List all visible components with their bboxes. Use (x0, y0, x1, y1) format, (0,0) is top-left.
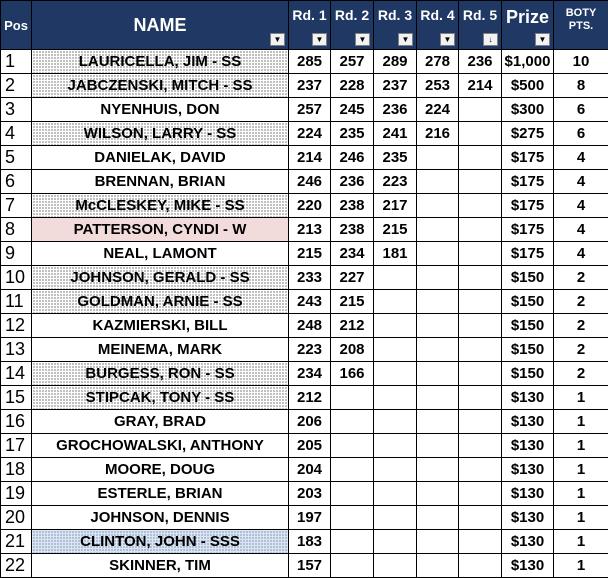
rd3-cell[interactable] (374, 458, 417, 482)
standings-body (1, 50, 608, 578)
rd4-cell[interactable] (417, 482, 459, 506)
bowler-name-cell[interactable]: BRENNAN, BRIAN (32, 170, 289, 194)
rd2-cell[interactable] (331, 482, 374, 506)
rd5-cell[interactable] (459, 218, 502, 242)
boty-cell[interactable]: 1 (554, 554, 608, 578)
rd3-cell[interactable] (374, 338, 417, 362)
boty-cell[interactable]: 1 (554, 482, 608, 506)
name-header-label: NAME (134, 15, 187, 35)
rd4-cell[interactable] (417, 146, 459, 170)
sort-filter-active-icon[interactable]: ↓ (483, 33, 498, 46)
rd1-cell[interactable]: 215 (289, 242, 331, 266)
rd1-cell[interactable]: 157 (289, 554, 331, 578)
rd3-cell[interactable] (374, 266, 417, 290)
rd3-cell[interactable]: 236 (374, 98, 417, 122)
filter-dropdown-icon[interactable]: ▼ (535, 33, 550, 46)
table-row (1, 434, 608, 458)
rd2-cell[interactable] (331, 458, 374, 482)
bowler-name-cell[interactable]: DANIELAK, DAVID (32, 146, 289, 170)
rd2-cell[interactable]: 215 (331, 290, 374, 314)
rd1-cell[interactable]: 237 (289, 74, 331, 98)
pos-cell[interactable]: 5 (1, 146, 32, 170)
rd4-cell[interactable] (417, 410, 459, 434)
rd3-cell[interactable] (374, 290, 417, 314)
rd1-cell[interactable]: 204 (289, 458, 331, 482)
rd5-cell[interactable] (459, 194, 502, 218)
rd3-cell[interactable] (374, 386, 417, 410)
rd4-cell[interactable] (417, 314, 459, 338)
rd4-header-label: Rd. 4 (420, 7, 454, 23)
rd1-cell[interactable]: 206 (289, 410, 331, 434)
boty-cell[interactable]: 1 (554, 410, 608, 434)
rd1-cell[interactable]: 183 (289, 530, 331, 554)
rd2-cell[interactable]: 246 (331, 146, 374, 170)
rd2-cell[interactable] (331, 530, 374, 554)
bowler-name-cell[interactable]: SKINNER, TIM (32, 554, 289, 578)
prize-cell[interactable]: $175 (502, 218, 554, 242)
pos-cell[interactable]: 16 (1, 410, 32, 434)
rd5-header[interactable] (459, 1, 502, 50)
table-row (1, 194, 608, 218)
rd2-cell[interactable]: 236 (331, 170, 374, 194)
rd3-header-label: Rd. 3 (378, 7, 412, 23)
boty-cell[interactable]: 4 (554, 194, 608, 218)
rd2-cell[interactable]: 235 (331, 122, 374, 146)
rd4-cell[interactable]: 224 (417, 98, 459, 122)
boty-cell[interactable]: 1 (554, 506, 608, 530)
rd2-cell[interactable] (331, 506, 374, 530)
rd3-header[interactable] (374, 1, 417, 50)
table-row (1, 266, 608, 290)
bowler-name-cell[interactable]: McCLESKEY, MIKE - SS (32, 194, 289, 218)
bowler-name-cell[interactable]: LAURICELLA, JIM - SS (32, 50, 289, 74)
boty-header-line2: PTS. (569, 20, 593, 32)
rd4-cell[interactable] (417, 242, 459, 266)
rd4-cell[interactable] (417, 194, 459, 218)
boty-cell[interactable]: 2 (554, 266, 608, 290)
bowler-name-cell[interactable]: KAZMIERSKI, BILL (32, 314, 289, 338)
prize-cell[interactable]: $130 (502, 482, 554, 506)
rd2-cell[interactable] (331, 434, 374, 458)
rd4-cell[interactable]: 253 (417, 74, 459, 98)
boty-cell[interactable]: 6 (554, 98, 608, 122)
rd1-cell[interactable]: 224 (289, 122, 331, 146)
rd4-cell[interactable] (417, 218, 459, 242)
boty-cell[interactable]: 8 (554, 74, 608, 98)
rd5-cell[interactable] (459, 386, 502, 410)
rd4-cell[interactable] (417, 266, 459, 290)
prize-cell[interactable]: $150 (502, 266, 554, 290)
bowler-name-cell[interactable]: ESTERLE, BRIAN (32, 482, 289, 506)
rd1-cell[interactable]: 212 (289, 386, 331, 410)
rd5-cell[interactable] (459, 530, 502, 554)
rd5-cell[interactable] (459, 314, 502, 338)
rd4-cell[interactable]: 216 (417, 122, 459, 146)
boty-cell[interactable]: 2 (554, 338, 608, 362)
rd3-cell[interactable]: 235 (374, 146, 417, 170)
rd5-cell[interactable] (459, 122, 502, 146)
table-row (1, 122, 608, 146)
prize-cell[interactable]: $175 (502, 146, 554, 170)
bowler-name-cell[interactable]: JOHNSON, DENNIS (32, 506, 289, 530)
rd1-cell[interactable]: 257 (289, 98, 331, 122)
rd1-cell[interactable]: 197 (289, 506, 331, 530)
prize-cell[interactable]: $175 (502, 242, 554, 266)
rd4-cell[interactable]: 278 (417, 50, 459, 74)
prize-cell[interactable]: $300 (502, 98, 554, 122)
boty-cell[interactable]: 1 (554, 434, 608, 458)
boty-cell[interactable]: 2 (554, 290, 608, 314)
table-row (1, 170, 608, 194)
rd1-cell[interactable]: 214 (289, 146, 331, 170)
prize-cell[interactable]: $130 (502, 386, 554, 410)
pos-cell[interactable]: 7 (1, 194, 32, 218)
bowler-name-cell[interactable]: GRAY, BRAD (32, 410, 289, 434)
table-row (1, 218, 608, 242)
rd1-cell[interactable]: 223 (289, 338, 331, 362)
rd3-cell[interactable] (374, 554, 417, 578)
name-header[interactable] (32, 1, 289, 50)
table-row (1, 290, 608, 314)
pos-cell[interactable]: 9 (1, 242, 32, 266)
table-row (1, 530, 608, 554)
table-row (1, 74, 608, 98)
rd5-cell[interactable] (459, 410, 502, 434)
rd1-header[interactable] (289, 1, 331, 50)
rd5-cell[interactable] (459, 98, 502, 122)
bowler-name-cell[interactable]: NEAL, LAMONT (32, 242, 289, 266)
prize-header-label: Prize (506, 7, 549, 27)
bowler-name-cell[interactable]: MOORE, DOUG (32, 458, 289, 482)
rd1-cell[interactable]: 285 (289, 50, 331, 74)
pos-cell[interactable]: 15 (1, 386, 32, 410)
rd3-cell[interactable] (374, 362, 417, 386)
rd2-cell[interactable]: 238 (331, 218, 374, 242)
boty-cell[interactable]: 2 (554, 362, 608, 386)
rd1-cell[interactable]: 213 (289, 218, 331, 242)
rd3-cell[interactable] (374, 410, 417, 434)
rd5-header-label: Rd. 5 (463, 7, 497, 23)
rd3-cell[interactable] (374, 482, 417, 506)
prize-cell[interactable]: $130 (502, 458, 554, 482)
rd2-cell[interactable]: 238 (331, 194, 374, 218)
bowler-name-cell[interactable]: MEINEMA, MARK (32, 338, 289, 362)
header-row (1, 1, 608, 50)
pos-cell[interactable]: 8 (1, 218, 32, 242)
rd2-cell[interactable]: 227 (331, 266, 374, 290)
prize-cell[interactable]: $150 (502, 290, 554, 314)
table-row (1, 458, 608, 482)
filter-dropdown-icon[interactable]: ▼ (312, 33, 327, 46)
rd2-cell[interactable]: 166 (331, 362, 374, 386)
prize-cell[interactable]: $130 (502, 506, 554, 530)
rd4-cell[interactable] (417, 362, 459, 386)
rd1-header-label: Rd. 1 (292, 7, 326, 23)
pos-cell[interactable]: 18 (1, 458, 32, 482)
boty-cell[interactable]: 1 (554, 386, 608, 410)
boty-cell[interactable]: 4 (554, 146, 608, 170)
boty-header (554, 1, 608, 50)
filter-dropdown-icon[interactable]: ▼ (398, 33, 413, 46)
bowler-name-cell[interactable]: WILSON, LARRY - SS (32, 122, 289, 146)
rd5-cell[interactable] (459, 170, 502, 194)
prize-cell[interactable]: $500 (502, 74, 554, 98)
bowler-name-cell[interactable]: NYENHUIS, DON (32, 98, 289, 122)
rd2-cell[interactable]: 234 (331, 242, 374, 266)
prize-cell[interactable]: $175 (502, 170, 554, 194)
prize-cell[interactable]: $130 (502, 530, 554, 554)
prize-cell[interactable]: $150 (502, 338, 554, 362)
prize-cell[interactable]: $275 (502, 122, 554, 146)
bowler-name-cell[interactable]: BURGESS, RON - SS (32, 362, 289, 386)
rd2-cell[interactable] (331, 554, 374, 578)
boty-header-line1: BOTY (566, 7, 597, 19)
rd5-cell[interactable] (459, 290, 502, 314)
pos-cell[interactable]: 2 (1, 74, 32, 98)
pos-cell[interactable]: 10 (1, 266, 32, 290)
boty-cell[interactable]: 1 (554, 458, 608, 482)
rd4-cell[interactable] (417, 458, 459, 482)
rd4-cell[interactable] (417, 434, 459, 458)
pos-cell[interactable]: 4 (1, 122, 32, 146)
rd2-cell[interactable]: 228 (331, 74, 374, 98)
table-row (1, 314, 608, 338)
prize-cell[interactable]: $175 (502, 194, 554, 218)
rd3-cell[interactable] (374, 314, 417, 338)
rd2-cell[interactable]: 257 (331, 50, 374, 74)
rd4-cell[interactable] (417, 170, 459, 194)
rd5-cell[interactable] (459, 482, 502, 506)
bowler-name-cell[interactable]: JABCZENSKI, MITCH - SS (32, 74, 289, 98)
rd3-cell[interactable]: 289 (374, 50, 417, 74)
rd4-cell[interactable] (417, 290, 459, 314)
rd2-cell[interactable] (331, 386, 374, 410)
bowler-name-cell[interactable]: PATTERSON, CYNDI - W (32, 218, 289, 242)
pos-cell[interactable]: 19 (1, 482, 32, 506)
rd2-cell[interactable]: 245 (331, 98, 374, 122)
pos-cell[interactable]: 20 (1, 506, 32, 530)
table-row (1, 242, 608, 266)
boty-cell[interactable]: 6 (554, 122, 608, 146)
rd4-cell[interactable] (417, 506, 459, 530)
pos-cell[interactable]: 3 (1, 98, 32, 122)
rd5-cell[interactable]: 214 (459, 74, 502, 98)
table-row (1, 98, 608, 122)
table-row (1, 386, 608, 410)
table-row (1, 362, 608, 386)
pos-cell[interactable]: 12 (1, 314, 32, 338)
rd5-cell[interactable] (459, 554, 502, 578)
filter-dropdown-icon[interactable]: ▼ (440, 33, 455, 46)
rd4-cell[interactable] (417, 386, 459, 410)
rd3-cell[interactable]: 217 (374, 194, 417, 218)
rd4-cell[interactable] (417, 554, 459, 578)
boty-cell[interactable]: 4 (554, 218, 608, 242)
rd1-cell[interactable]: 205 (289, 434, 331, 458)
bowler-name-cell[interactable]: STIPCAK, TONY - SS (32, 386, 289, 410)
rd3-cell[interactable]: 237 (374, 74, 417, 98)
rd5-cell[interactable] (459, 362, 502, 386)
rd2-header[interactable] (331, 1, 374, 50)
pos-cell[interactable]: 21 (1, 530, 32, 554)
rd5-cell[interactable] (459, 242, 502, 266)
rd3-cell[interactable] (374, 434, 417, 458)
rd2-cell[interactable] (331, 410, 374, 434)
table-row (1, 338, 608, 362)
filter-dropdown-icon[interactable]: ▼ (270, 33, 285, 46)
pos-cell[interactable]: 14 (1, 362, 32, 386)
boty-cell[interactable]: 4 (554, 170, 608, 194)
pos-header: Pos (1, 1, 32, 50)
pos-cell[interactable]: 6 (1, 170, 32, 194)
boty-cell[interactable]: 1 (554, 530, 608, 554)
table-row (1, 146, 608, 170)
rd3-cell[interactable]: 223 (374, 170, 417, 194)
bowler-name-cell[interactable]: CLINTON, JOHN - SSS (32, 530, 289, 554)
rd3-cell[interactable] (374, 530, 417, 554)
rd2-cell[interactable]: 212 (331, 314, 374, 338)
rd5-cell[interactable] (459, 338, 502, 362)
rd3-cell[interactable] (374, 506, 417, 530)
bowler-name-cell[interactable]: JOHNSON, GERALD - SS (32, 266, 289, 290)
rd3-cell[interactable]: 215 (374, 218, 417, 242)
rd1-cell[interactable]: 203 (289, 482, 331, 506)
table-row (1, 506, 608, 530)
prize-cell[interactable]: $150 (502, 314, 554, 338)
rd5-cell[interactable] (459, 434, 502, 458)
pos-cell[interactable]: 22 (1, 554, 32, 578)
table-row (1, 50, 608, 74)
rd1-cell[interactable]: 234 (289, 362, 331, 386)
prize-cell[interactable]: $130 (502, 410, 554, 434)
pos-cell[interactable]: 17 (1, 434, 32, 458)
rd5-cell[interactable] (459, 266, 502, 290)
bowler-name-cell[interactable]: GROCHOWALSKI, ANTHONY (32, 434, 289, 458)
prize-cell[interactable]: $150 (502, 362, 554, 386)
rd1-cell[interactable]: 233 (289, 266, 331, 290)
pos-cell[interactable]: 13 (1, 338, 32, 362)
bowler-name-cell[interactable]: GOLDMAN, ARNIE - SS (32, 290, 289, 314)
pos-cell[interactable]: 1 (1, 50, 32, 74)
table-row (1, 554, 608, 578)
filter-dropdown-icon[interactable]: ▼ (355, 33, 370, 46)
prize-header[interactable] (502, 1, 554, 50)
rd4-cell[interactable] (417, 530, 459, 554)
boty-cell[interactable]: 2 (554, 314, 608, 338)
boty-cell[interactable]: 10 (554, 50, 608, 74)
prize-cell[interactable]: $130 (502, 554, 554, 578)
rd5-cell[interactable] (459, 506, 502, 530)
table-row (1, 410, 608, 434)
rd4-cell[interactable] (417, 338, 459, 362)
rd5-cell[interactable]: 236 (459, 50, 502, 74)
rd5-cell[interactable] (459, 146, 502, 170)
pos-cell[interactable]: 11 (1, 290, 32, 314)
rd1-cell[interactable]: 246 (289, 170, 331, 194)
table-row (1, 482, 608, 506)
prize-cell[interactable]: $130 (502, 434, 554, 458)
rd4-header[interactable] (417, 1, 459, 50)
rd1-cell[interactable]: 248 (289, 314, 331, 338)
prize-cell[interactable]: $1,000 (502, 50, 554, 74)
rd2-cell[interactable]: 208 (331, 338, 374, 362)
rd2-header-label: Rd. 2 (335, 7, 369, 23)
rd1-cell[interactable]: 243 (289, 290, 331, 314)
rd3-cell[interactable]: 181 (374, 242, 417, 266)
boty-cell[interactable]: 4 (554, 242, 608, 266)
rd5-cell[interactable] (459, 458, 502, 482)
rd1-cell[interactable]: 220 (289, 194, 331, 218)
rd3-cell[interactable]: 241 (374, 122, 417, 146)
